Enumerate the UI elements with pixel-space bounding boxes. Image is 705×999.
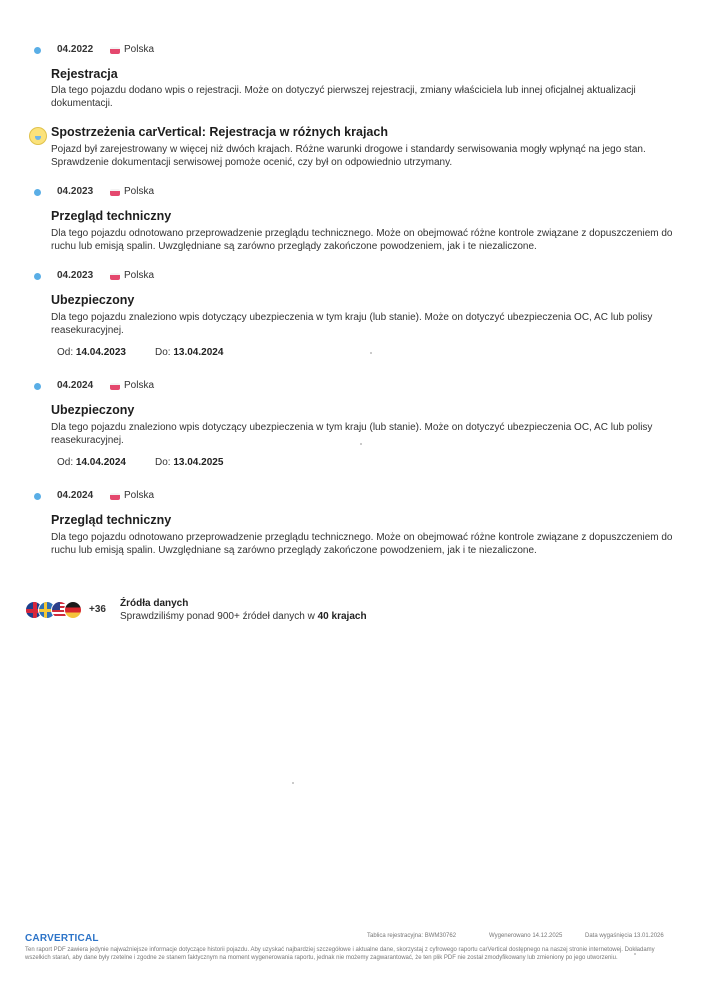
entry-date: 04.2024 xyxy=(57,380,94,391)
entry-header xyxy=(34,379,155,393)
scan-speck xyxy=(292,782,294,784)
poland-flag-icon xyxy=(110,47,120,54)
timeline-dot-icon xyxy=(34,189,41,196)
scan-speck xyxy=(370,352,372,354)
entry-country xyxy=(110,185,154,199)
entry-date: 04.2022 xyxy=(57,44,94,55)
to-group xyxy=(155,347,223,358)
from-label: Od: xyxy=(57,457,74,468)
from-label: Od: xyxy=(57,347,74,358)
generated-value: 14.12.2025 xyxy=(532,933,563,939)
from-value: 14.04.2024 xyxy=(75,457,126,468)
germany-flag-icon xyxy=(64,601,82,619)
sources-text xyxy=(120,611,367,622)
entry-date: 04.2023 xyxy=(57,186,94,197)
sources-country-count: 40 krajach xyxy=(317,611,367,622)
generated-label: Wygenerowano xyxy=(489,933,531,939)
entry-header xyxy=(34,43,155,57)
to-value: 13.04.2024 xyxy=(173,347,224,358)
country-name: Polska xyxy=(124,380,155,391)
poland-flag-icon xyxy=(110,493,120,500)
entry-title: Ubezpieczony xyxy=(51,293,135,307)
country-flags xyxy=(25,601,83,619)
entry-country xyxy=(110,269,154,283)
entry-title: Rejestracja xyxy=(51,67,118,81)
from-value: 14.04.2023 xyxy=(75,347,126,358)
to-label: Do: xyxy=(155,347,171,358)
timeline-dot-icon xyxy=(34,47,41,54)
entry-description: Dla tego pojazdu odnotowano przeprowadzenie przeglądu technicznego. Może on obejmować różne kontrole związane z dopuszczeniem do ruchu lub emisją spalin. Uwzględniane są zarówno przeglądy zakończone powodzeniem, jak i te niezaliczone. xyxy=(51,228,673,252)
entry-description: Dla tego pojazdu odnotowano przeprowadzenie przeglądu technicznego. Może on obejmować różne kontrole związane z dopuszczeniem do ruchu lub emisją spalin. Uwzględniane są zarówno przeglądy zakończone powodzeniem, jak i te niezaliczone. xyxy=(51,532,673,556)
timeline-dot-icon xyxy=(34,273,41,280)
sources-title: Źródła danych xyxy=(120,598,189,609)
data-sources-block xyxy=(0,598,705,628)
insurance-period xyxy=(57,457,224,468)
entry-date: 04.2024 xyxy=(57,490,94,501)
expiry-label: Data wygaśnięcia xyxy=(585,933,633,939)
poland-flag-icon xyxy=(110,383,120,390)
timeline-dot-icon xyxy=(34,493,41,500)
entry-title: Przegląd techniczny xyxy=(51,209,172,223)
insight-description: Pojazd był zarejestrowany w więcej niż dwóch krajach. Różne warunki drogowe i standardy serwisowania mogły wpłynąć na jego stan. Sprawdzenie dokumentacji serwisowej pomoże ocenić, czy był on odpowiednio utrzymany. xyxy=(51,144,646,168)
poland-flag-icon xyxy=(110,189,120,196)
entry-description: Dla tego pojazdu znaleziono wpis dotyczący ubezpieczenia w tym kraju (lub stanie). Może on dotyczyć ubezpieczenia OC, AC lub polisy reasekuracyjnej. xyxy=(51,422,653,446)
insight-lightbulb-icon xyxy=(29,127,47,145)
plate-value: BWM30762 xyxy=(424,933,457,939)
entry-header xyxy=(34,185,155,199)
to-group xyxy=(155,457,223,468)
country-name: Polska xyxy=(124,270,155,281)
footer-disclaimer: Ten raport PDF zawiera jedynie najważniejsze informacje dotyczące historii pojazdu. Aby uzyskać najbardziej szczegółowe i aktualne dane, skorzystaj z cyfrowego raportu carVertical dostępnego na naszej stronie internetowej. Dokładamy wszelkich starań, aby dane były rzetelne i zgodne ze stanem faktycznym na moment wygenerowania raportu, jednak nie możemy zagwarantować, że ten plik PDF nie został zmodyfikowany lub zmieniony po jego utworzeniu. xyxy=(25,947,655,961)
report-footer xyxy=(0,928,705,988)
country-name: Polska xyxy=(124,490,155,501)
entry-header xyxy=(34,489,155,503)
entry-header xyxy=(34,269,155,283)
entry-title: Przegląd techniczny xyxy=(51,513,172,527)
entry-country xyxy=(110,43,154,57)
generated-info xyxy=(489,933,562,939)
expiry-info xyxy=(585,933,664,939)
entry-description: Dla tego pojazdu znaleziono wpis dotyczący ubezpieczenia w tym kraju (lub stanie). Może on dotyczyć ubezpieczenia OC, AC lub polisy reasekuracyjnej. xyxy=(51,312,653,336)
entry-country xyxy=(110,379,154,393)
scan-speck xyxy=(360,443,362,445)
timeline-dot-icon xyxy=(34,383,41,390)
to-value: 13.04.2025 xyxy=(173,457,224,468)
to-label: Do: xyxy=(155,457,171,468)
scan-speck xyxy=(634,953,636,955)
more-countries-count: +36 xyxy=(89,604,106,615)
sources-text-prefix: Sprawdziliśmy ponad 900+ źródeł danych w xyxy=(120,611,315,622)
entry-title: Ubezpieczony xyxy=(51,403,135,417)
plate-info xyxy=(367,933,456,939)
insurance-period xyxy=(57,347,224,358)
insight-title: Spostrzeżenia carVertical: Rejestracja w różnych krajach xyxy=(51,125,388,139)
poland-flag-icon xyxy=(110,273,120,280)
entry-description: Dla tego pojazdu dodano wpis o rejestracji. Może on dotyczyć pierwszej rejestracji, zmiany właściciela lub innej oficjalnej aktualizacji dokumentacji. xyxy=(51,85,636,109)
plate-label: Tablica rejestracyjna: xyxy=(367,933,424,939)
country-name: Polska xyxy=(124,186,155,197)
entry-date: 04.2023 xyxy=(57,270,94,281)
expiry-value: 13.01.2026 xyxy=(633,933,664,939)
carvertical-logo: CARVERTICAL xyxy=(25,933,99,944)
entry-country xyxy=(110,489,154,503)
country-name: Polska xyxy=(124,44,155,55)
